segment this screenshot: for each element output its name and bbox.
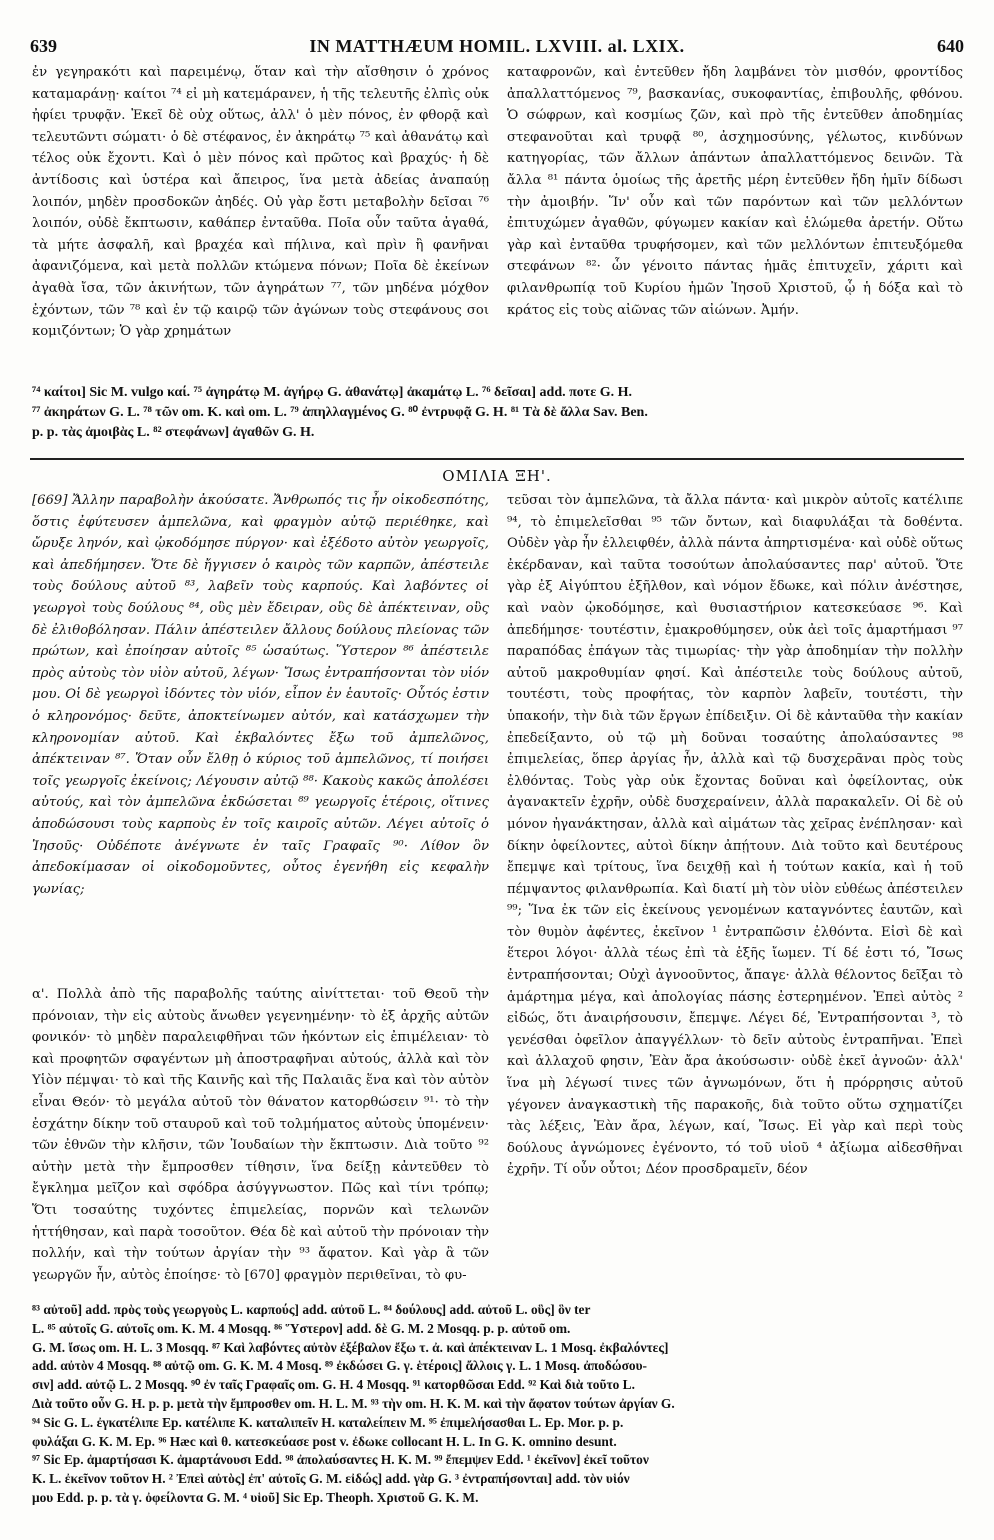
scripture-passage: [669] Ἄλλην παραβολὴν ἀκούσατε. Ἄνθρωπός τις ἦν οἰκοδεσπότης, ὅστις ἐφύτευσεν ἀμπελῶνα, καὶ φραγμὸν αὐτῷ περιέθηκε, καὶ ὤρυξε ληνόν, καὶ ᾠκοδόμησε πύργον· καὶ ἐξέδοτο αὐτὸν γεωργοῖς, καὶ ἀπεδήμησεν. Ὅτε δὲ ἤγγισεν ὁ καιρὸς τῶν καρπῶν, ἀπέστειλε τοὺς δούλους αὐτοῦ ⁸³, λαβεῖν τοὺς καρπούς. Καὶ λαβόντες οἱ γεωργοὶ τοὺς δούλους ⁸⁴, οὓς μὲν ἔδειραν, οὓς δὲ ἀπέκτειναν, οὓς δὲ ἐλιθοβόλησαν. Πάλιν ἀπέστειλεν ἄλλους δούλους πλείονας τῶν πρώτων, καὶ ἐποίησαν αὐτοῖς ⁸⁵ ὡσαύτως. Ὕστερον ⁸⁶ ἀπέστειλε πρὸς αὐτοὺς τὸν υἱὸν αὐτοῦ, λέγων· Ἴσως ἐντραπήσονται τὸν υἱόν μου. Οἱ δὲ γεωργοὶ ἰδόντες τὸν υἱόν, εἶπον ἐν ἑαυτοῖς· Οὗτός ἐστιν ὁ κληρονόμος· δεῦτε, ἀποκτείνωμεν αὐτόν, καὶ κατάσχωμεν τὴν κληρονομίαν αὐτοῦ. Καὶ ἐκβαλόντες ἔξω τοῦ ἀμπελῶνος, ἀπέκτειναν ⁸⁷. Ὅταν οὖν ἔλθῃ ὁ κύριος τοῦ ἀμπελῶνος, τί ποιήσει τοῖς γεωργοῖς ἐκείνοις; Λέγουσιν αὐτῷ ⁸⁸· Κακοὺς κακῶς ἀπολέσει αὐτούς, καὶ τὸν ἀμπελῶνα ἐκδώσεται ⁸⁹ γεωργοῖς ἑτέροις, οἵτινες ἀποδώσουσι τοὺς καρποὺς ἐν τοῖς καιροῖς αὐτῶν. Λέγει αὐτοῖς ὁ Ἰησοῦς· Οὐδέποτε ἀνέγνωτε ἐν ταῖς Γραφαῖς ⁹⁰· Λίθον ὃν ἀπεδοκίμασαν οἱ οἰκοδομοῦντες, οὗτος ἐγενήθη εἰς κεφαλὴν γωνίας; xyxy=(32,493,489,897)
top-right-column xyxy=(507,62,963,321)
page-number-right: 640 xyxy=(937,36,964,56)
top-left-column xyxy=(32,62,489,343)
footnote-line: φυλάξαι G. K. M. Ep. ⁹⁶ Hæc καὶ θ. κατεσκεύασε post v. ἐδωκε collocant H. L. In G. K. omnino desunt. xyxy=(32,1433,617,1449)
footnote-line: add. αὐτὸν 4 Mosqq. ⁸⁸ αὐτῷ om. G. K. M. 4 Mosq. ⁸⁹ ἐκδώσει G. γ. ἑτέροις] ἄλλοις γ. L. 1 Mosq. ἀποδώσου- xyxy=(32,1358,647,1374)
footnote-line: μου Edd. p. p. τὰ γ. ὀφείλοντα G. M. ⁴ υἱοῦ] Sic Ep. Theoph. Χριστοῦ G. K. M. xyxy=(32,1489,479,1505)
footnote-line: Διὰ τοῦτο οὖν G. H. p. p. μετὰ τὴν ἔμπροσθεν om. H. L. M. ⁹³ τὴν om. H. K. M. καὶ τὴν ἄφατον τούτων ἀργίαν G. xyxy=(32,1395,675,1411)
homily-title: ΟΜΙΛΙΑ ΞΗ'. xyxy=(442,467,552,485)
page-number-left: 639 xyxy=(30,36,57,56)
footnote-line: G. M. ἴσως om. H. L. 3 Mosqq. ⁸⁷ Καὶ λαβόντες αὐτὸν ἐξέβαλον ἔξω τ. ἀ. καὶ ἀπέκτειναν L. 1 Mosq. ἐκβαλόντες] xyxy=(32,1339,669,1355)
footnote-line: L. ⁸⁵ αὐτοῖς G. αὐτοῖς om. K. M. 4 Mosqq. ⁸⁶ Ὕστερον] add. δὲ G. M. 2 Mosqq. p. p. αὐτοῦ om. xyxy=(32,1320,571,1336)
footnote-line: σιν] add. αὐτῷ L. 2 Mosqq. ⁹⁰ ἐν ταῖς Γραφαῖς om. G. H. 4 Mosqq. ⁹¹ κατορθῶσαι Edd. ⁹² Καὶ διὰ τοῦτο L. xyxy=(32,1377,635,1393)
footnote-line: ⁹⁷ Sic Ep. ἁμαρτήσασι K. ἁμαρτάνουσι Edd. ⁹⁸ ἀπολαύσαντες H. K. M. ⁹⁹ ἔπεμψεν Edd. ¹ ἐκεῖνον] ἐκεῖ τοῦτον xyxy=(32,1452,649,1468)
scripture-column xyxy=(32,490,489,900)
footnote-line: ⁷⁴ καίτοι] Sic M. vulgo καί. ⁷⁵ ἀγηράτῳ M. ἀγήρῳ G. ἀθανάτῳ] ἀκαμάτῳ L. ⁷⁶ δεῖσαι] add. ποτε G. H. xyxy=(32,385,633,400)
section-divider xyxy=(30,458,964,460)
commentary-right-column xyxy=(507,490,963,1181)
commentary-left-column xyxy=(32,984,489,1286)
footnote-line: ⁹⁴ Sic G. L. ἐγκατέλιπε Ep. κατέλιπε K. καταλιπεῖν H. καταλείπειν M. ⁹⁵ ἐπιμελήσασθαι L. Ep. Mor. p. p. xyxy=(32,1414,624,1430)
footnote-line: K. L. ἐκεῖνον τοῦτον H. ² Ἐπεὶ αὐτὸς] ἐπ' αὐτοῖς G. M. εἰδώς] add. γὰρ G. ³ ἐντραπήσονται] add. τὸν υἱόν xyxy=(32,1471,630,1487)
commentary-right-paragraph: τεῦσαι τὸν ἀμπελῶνα, τὰ ἄλλα πάντα· καὶ μικρὸν αὐτοῖς κατέλιπε ⁹⁴, τὸ ἐπιμελεῖσθαι ⁹⁵ τῶν ὄντων, καὶ διαφυλάξαι τὰ δοθέντα. Οὐδὲν γὰρ ἦν ἐλλειφθέν, ἀλλὰ πάντα ἀπηρτισμένα· καὶ οὐδὲ οὕτως ἐκέρδαναν, καὶ ταῦτα τοσούτων ἀπολαύσαντες παρ' αὐτοῦ. Ὅτε γὰρ ἐξ Αἰγύπτου ἐξῆλθον, καὶ νόμον ἔδωκε, καὶ πόλιν ἀνέστησε, καὶ ναὸν ᾠκοδόμησε, καὶ θυσιαστήριον κατεσκεύασε ⁹⁶. Καὶ ἀπεδήμησε· τουτέστιν, ἐμακροθύμησεν, οὐκ ἀεὶ τοῖς ἁμαρτήμασι ⁹⁷ παραπόδας ἐπάγων τὰς τιμωρίας· τὴν γὰρ ἀποδημίαν τὴν πολλὴν αὐτοῦ μακροθυμίαν φησί. Καὶ ἀπέστειλε τοὺς δούλους αὐτοῦ, τουτέστι, τοὺς προφήτας, τὸν καρπὸν λαβεῖν, τουτέστι, τὴν ὑπακοήν, τὴν διὰ τῶν ἔργων ἐπίδειξιν. Οἱ δὲ κἀνταῦθα τὴν κακίαν ἐπεδείξαντο, οὐ τῷ μὴ δοῦναι τοσαύτης ἀπολαύσαντες ⁹⁸ ἐπιμελείας, ὅπερ ἀργίας ἦν, ἀλλὰ καὶ τῷ δυσχερᾶναι πρὸς τοὺς ἐλθόντας. Τοὺς γὰρ οὐκ ἔχοντας δοῦναι καὶ ὀφείλοντας, οὐκ ἀγανακτεῖν ἐχρῆν, οὐδὲ δυσχεραίνειν, ἀλλὰ παρακαλεῖν. Οἱ δὲ οὐ μόνον ἠγανάκτησαν, ἀλλὰ καὶ αἱμάτων τὰς χεῖρας ἐνέπλησαν· καὶ δίκην ὀφείλοντες, αὐτοὶ δίκην ἀπῄτουν. Διὰ τοῦτο καὶ δευτέρους ἔπεμψε καὶ τρίτους, ἵνα δειχθῇ καὶ ἡ τούτων κακία, καὶ ἡ τοῦ πέμψαντος φιλανθρωπία. Καὶ διατί μὴ τὸν υἱὸν εὐθέως ἀπέστειλεν ⁹⁹; Ἵνα ἐκ τῶν εἰς ἐκείνους γενομένων καταγνόντες ἑαυτῶν, καὶ τὸν θυμὸν ἀφέντες, ἐκεῖνον ¹ ἐντραπῶσιν ἐλθόντα. Εἰσὶ δὲ καὶ ἕτεροι λόγοι· ἀλλὰ τέως ἐπὶ τὰ ἑξῆς ἴωμεν. Τί δέ ἐστι τό, Ἴσως ἐντραπήσονται; Οὐχὶ ἀγνοοῦντος, ἄπαγε· ἀλλὰ θέλοντος δεῖξαι τὸ ἁμάρτημα μέγα, καὶ ἀπολογίας πάσης ἐστερημένον. Ἐπεὶ αὐτὸς ² εἰδώς, ὅτι ἀναιρήσουσιν, ἔπεμψε. Λέγει δέ, Ἐντραπήσονται ³, τὸ γενέσθαι ὀφεῖλον ἀπαγγέλλων· τὸ δεῖν αὐτοὺς ἐντραπῆναι. Ἐπεὶ καὶ ἀλλαχοῦ φησιν, Ἐὰν ἄρα ἀκούσωσιν· οὐδὲ ἐκεῖ ἀγνοῶν· ἀλλ' ἵνα μὴ λέγωσί τινες τῶν ἀγνωμόνων, ὅτι ἡ πρόρρησις αὐτοῦ γέγονεν ἀναγκαστικὴ τῆς παρακοῆς, διὰ τοῦτο οὕτω σχηματίζει τὰς λέξεις, Ἐὰν ἄρα, λέγων, καί, Ἴσως. Εἰ γὰρ καὶ περὶ τοὺς δούλους ἀγνώμονες ἐγένοντο, τό τοῦ υἱοῦ ⁴ ἀξίωμα αἰδεσθῆναι ἐχρῆν. Τί οὖν οὗτοι; Δέον προσδραμεῖν, δέον xyxy=(507,493,963,1178)
running-header xyxy=(30,36,964,62)
footnotes-top xyxy=(32,383,966,443)
top-right-paragraph: καταφρονῶν, καὶ ἐντεῦθεν ἤδη λαμβάνει τὸν μισθόν, φροντίδος ἀπαλλαττόμενος ⁷⁹, βασκανίας, συκοφαντίας, ἐπιβουλῆς, φθόνου. Ὁ σώφρων, καὶ κοσμίως ζῶν, καὶ πρὸ τῆς ἐντεῦθεν ἀποδημίας στεφανοῦται καὶ τρυφᾷ ⁸⁰, ἀσχημοσύνης, γέλωτος, κινδύνων κατηγορίας, τῶν ἄλλων ἁπάντων ἀπαλλαττόμενος δεινῶν. Τὰ ἄλλα ⁸¹ πάντα ὁμοίως τῆς ἀρετῆς μέρη ἐντεῦθεν ἤδη ἡμῖν δίδωσι τὴν ἀμοιβήν. Ἵν' οὖν καὶ τῶν παρόντων καὶ τῶν μελλόντων ἐπιτυχώμεν ἀγαθῶν, φύγωμεν κακίαν καὶ ἑλώμεθα ἀρετήν. Οὕτω γὰρ καὶ ἐνταῦθα τρυφήσομεν, καὶ τῶν μελλόντων ἐπιτευξόμεθα στεφάνων ⁸²· ὧν γένοιτο πάντας ἡμᾶς ἐπιτυχεῖν, χάριτι καὶ φιλανθρωπίᾳ τοῦ Κυρίου ἡμῶν Ἰησοῦ Χριστοῦ, ᾧ ἡ δόξα καὶ τὸ κράτος εἰς τοὺς αἰῶνας τῶν αἰώνων. Ἀμήν. xyxy=(507,65,963,318)
footnote-line: p. p. τὰς ἀμοιβὰς L. ⁸² στεφάνων] ἀγαθῶν G. H. xyxy=(32,425,315,440)
top-left-paragraph: ἐν γεγηρακότι καὶ παρειμένῳ, ὅταν καὶ τὴν αἴσθησιν ὁ χρόνος καταμαράνῃ· καίτοι ⁷⁴ εἰ μὴ κατεμάρανεν, ἡ τῆς τελευτῆς ἐλπὶς οὐκ ἠφίει τρυφᾷν. Ἐκεῖ δὲ οὐχ οὕτως, ἀλλ' ὁ μὲν πόνος, ἐν φθορᾷ καὶ τελευτῶντι σώματι· ὁ δὲ στέφανος, ἐν ἀκηράτῳ ⁷⁵ καὶ ἀθανάτῳ καὶ τέλος οὐκ ἔχοντι. Καὶ ὁ μὲν πόνος καὶ πρῶτος καὶ βραχύς· ἡ δὲ ἀντίδοσις καὶ ὑστέρα καὶ ἄπειρος, ἵνα μετὰ ἀδείας ἀναπαύῃ λοιπόν, μηδὲν προσδοκῶν ἀηδές. Οὐ γὰρ ἔστι μεταβολὴν δεῖσαι ⁷⁶ λοιπόν, οὐδὲ ἔκπτωσιν, καθάπερ ἐνταῦθα. Ποῖα οὖν ταῦτα ἀγαθά, τὰ μήτε ἀσφαλῆ, καὶ βραχέα καὶ πήλινα, καὶ πρὶν ἢ φανῆναι ἀφανιζόμενα, καὶ μετὰ πολλῶν κτώμενα πόνων; Ποῖα δὲ ἐκείνων ἀγαθὰ ἴσα, τῶν ἀκινήτων, τῶν ἀγηράτων ⁷⁷, τῶν μηδένα μόχθον ἐχόντων, τῶν ⁷⁸ καὶ ἐν τῷ καιρῷ τῶν ἀγώνων τοὺς στεφάνους σοι κομιζόντων; Ὁ γὰρ χρημάτων xyxy=(32,65,489,340)
running-title: IN MATTHÆUM HOMIL. LXVIII. al. LXIX. xyxy=(309,36,685,56)
footnotes-bottom xyxy=(32,1301,966,1508)
footnote-line: ⁷⁷ ἀκηράτων G. L. ⁷⁸ τῶν om. K. καὶ om. L. ⁷⁹ ἀπηλλαγμένος G. ⁸⁰ ἐντρυφᾷ G. H. ⁸¹ Τὰ δὲ ἄλλα Sav. Ben. xyxy=(32,405,648,420)
commentary-left-paragraph: α'. Πολλὰ ἀπὸ τῆς παραβολῆς ταύτης αἰνίττεται· τοῦ Θεοῦ τὴν πρόνοιαν, τὴν εἰς αὐτοὺς ἄνωθεν γεγενημένην· τὸ ἐξ ἀρχῆς αὐτῶν φονικόν· τὸ μηδὲν παραλειφθῆναι τῶν ἡκόντων εἰς ἐπιμέλειαν· τὸ καὶ προφητῶν σφαγέντων μὴ ἀποστραφῆναι αὐτούς, ἀλλὰ καὶ τὸν Υἱὸν πέμψαι· τὸ καὶ τῆς Καινῆς καὶ τῆς Παλαιᾶς ἕνα καὶ τὸν αὐτὸν εἶναι Θεόν· τὸ μεγάλα αὐτοῦ τὸν θάνατον κατορθώσειν ⁹¹· τὸ τὴν ἐσχάτην δίκην τοῦ σταυροῦ καὶ τοῦ τολμήματος αὐτοὺς ὑπομένειν· τῶν ἐθνῶν τὴν κλῆσιν, τῶν Ἰουδαίων τὴν ἔκπτωσιν. Διὰ τοῦτο ⁹² αὐτὴν μετὰ τὴν ἔμπροσθεν τίθησιν, ἵνα δείξῃ κἀντεῦθεν τὸ ἔγκλημα μεῖζον καὶ σφόδρα ἀσύγγνωστον. Πῶς καὶ τίνι τρόπῳ; Ὅτι τοσαύτης τυχόντες ἐπιμελείας, πορνῶν καὶ τελωνῶν ἡττήθησαν, καὶ παρὰ τοσοῦτον. Θέα δὲ καὶ αὐτοῦ τὴν πρόνοιαν τὴν πολλήν, καὶ τὴν τούτων ἀργίαν τὴν ⁹³ ἄφατον. Καὶ γὰρ ἃ τῶν γεωργῶν ἦν, αὐτὸς ἐποίησε· τὸ [670] φραγμὸν περιθεῖναι, τὸ φυ- xyxy=(32,987,489,1283)
footnote-line: ⁸³ αὐτοῦ] add. πρὸς τοὺς γεωργοὺς L. καρπούς] add. αὐτοῦ L. ⁸⁴ δούλους] add. αὐτοῦ L. οὓς] ὃν ter xyxy=(32,1302,591,1317)
